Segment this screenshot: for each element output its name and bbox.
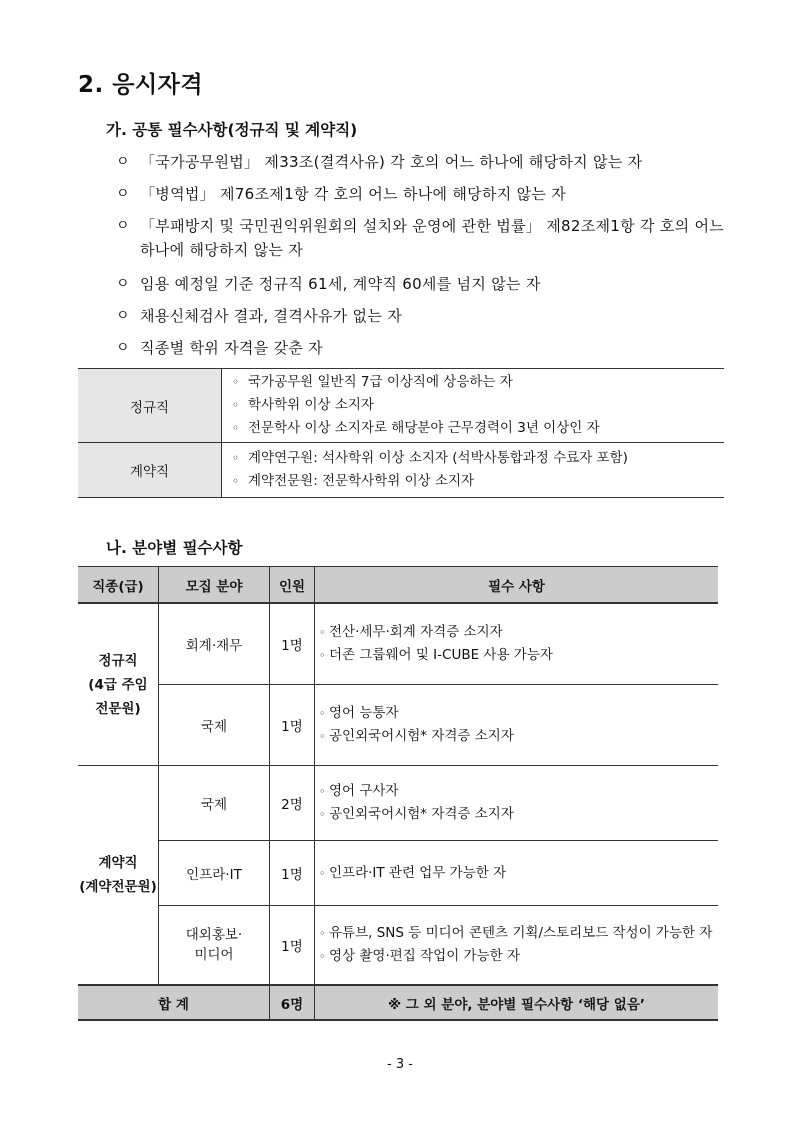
field-cell: 인프라·IT xyxy=(159,841,270,906)
list-item: ㅇ 「병역법」 제76조제1항 각 호의 어느 하나에 해당하지 않는 자 xyxy=(116,182,731,206)
count-cell: 2명 xyxy=(270,766,315,841)
field-cell: 국제 xyxy=(159,685,270,766)
requirements-cell: ◦ 영어 구사자 ◦ 공인외국어시험* 자격증 소지자 xyxy=(315,766,719,841)
table-row xyxy=(78,369,724,443)
table-row xyxy=(78,766,718,841)
circle-marker-icon: ㅇ xyxy=(116,154,130,170)
circle-marker-icon: ㅇ xyxy=(116,218,130,234)
category-cell: 정규직 (4급 주임 전문원) xyxy=(78,603,159,766)
header-category: 직종(급) xyxy=(78,567,159,604)
row-label: 정규직 xyxy=(78,369,222,443)
header-requirements: 필수 사항 xyxy=(315,567,719,604)
list-item: ㅇ 임용 예정일 기준 정규직 61세, 계약직 60세를 넘지 않는 자 xyxy=(116,272,731,296)
requirements-cell: ◦ 유튜브, SNS 등 미디어 콘텐츠 기획/스토리보드 작성이 가능한 자 ◦ 영상 촬영·편집 작업이 가능한 자 xyxy=(315,906,719,986)
common-requirements-title: 가. 공통 필수사항(정규직 및 계약직) xyxy=(106,121,358,139)
table-row xyxy=(78,443,724,498)
degree-qualification-table xyxy=(78,368,724,498)
field-cell: 국제 xyxy=(159,766,270,841)
field-cell: 대외홍보· 미디어 xyxy=(159,906,270,986)
common-requirements-list xyxy=(116,150,731,368)
list-item: ㅇ 채용신체검사 결과, 결격사유가 없는 자 xyxy=(116,304,731,328)
requirements-cell: ◦ 인프라·IT 관련 업무 가능한 자 xyxy=(315,841,719,906)
section-title: 2. 응시자격 xyxy=(78,72,204,98)
list-item: ㅇ 직종별 학위 자격을 갖춘 자 xyxy=(116,336,731,360)
count-cell: 1명 xyxy=(270,685,315,766)
circle-marker-icon: ㅇ xyxy=(116,340,130,356)
list-item: ㅇ 「부패방지 및 국민권익위원회의 설치와 운영에 관한 법률」 제82조제1항 각 호의 어느 하나에 해당하지 않는 자 xyxy=(116,214,731,262)
list-item: ㅇ 「국가공무원법」 제33조(결격사유) 각 호의 어느 하나에 해당하지 않는 자 xyxy=(116,150,731,174)
header-count: 인원 xyxy=(270,567,315,604)
table-row xyxy=(78,603,718,685)
count-cell: 1명 xyxy=(270,603,315,685)
field-requirements-table xyxy=(78,566,718,1021)
requirements-cell: ◦ 영어 능통자 ◦ 공인외국어시험* 자격증 소지자 xyxy=(315,685,719,766)
circle-marker-icon: ㅇ xyxy=(116,308,130,324)
page-number: - 3 - xyxy=(387,1057,413,1072)
table-row xyxy=(78,906,718,986)
field-cell: 회계·재무 xyxy=(159,603,270,685)
count-cell: 1명 xyxy=(270,841,315,906)
table-row xyxy=(78,685,718,766)
count-cell: 1명 xyxy=(270,906,315,986)
row-content: ◦ 계약연구원: 석사학위 이상 소지자 (석박사통합과정 수료자 포함) ◦ 계약전문원: 전문학사학위 이상 소지자 xyxy=(222,443,725,498)
total-count: 6명 xyxy=(270,985,315,1020)
table-header-row xyxy=(78,567,718,604)
header-field: 모집 분야 xyxy=(159,567,270,604)
total-note: ※ 그 외 분야, 분야별 필수사항 ‘해당 없음’ xyxy=(315,985,719,1020)
requirements-cell: ◦ 전산·세무·회계 자격증 소지자 ◦ 더존 그룹웨어 및 I-CUBE 사용 가능자 xyxy=(315,603,719,685)
row-label: 계약직 xyxy=(78,443,222,498)
table-row xyxy=(78,841,718,906)
row-content: ◦ 국가공무원 일반직 7급 이상직에 상응하는 자 ◦ 학사학위 이상 소지자 ◦ 전문학사 이상 소지자로 해당분야 근무경력이 3년 이상인 자 xyxy=(222,369,725,443)
table-total-row xyxy=(78,985,718,1020)
category-cell: 계약직 (계약전문원) xyxy=(78,766,159,986)
field-requirements-title: 나. 분야별 필수사항 xyxy=(106,539,243,557)
circle-marker-icon: ㅇ xyxy=(116,186,130,202)
circle-marker-icon: ㅇ xyxy=(116,276,130,292)
total-label: 합 계 xyxy=(78,985,270,1020)
